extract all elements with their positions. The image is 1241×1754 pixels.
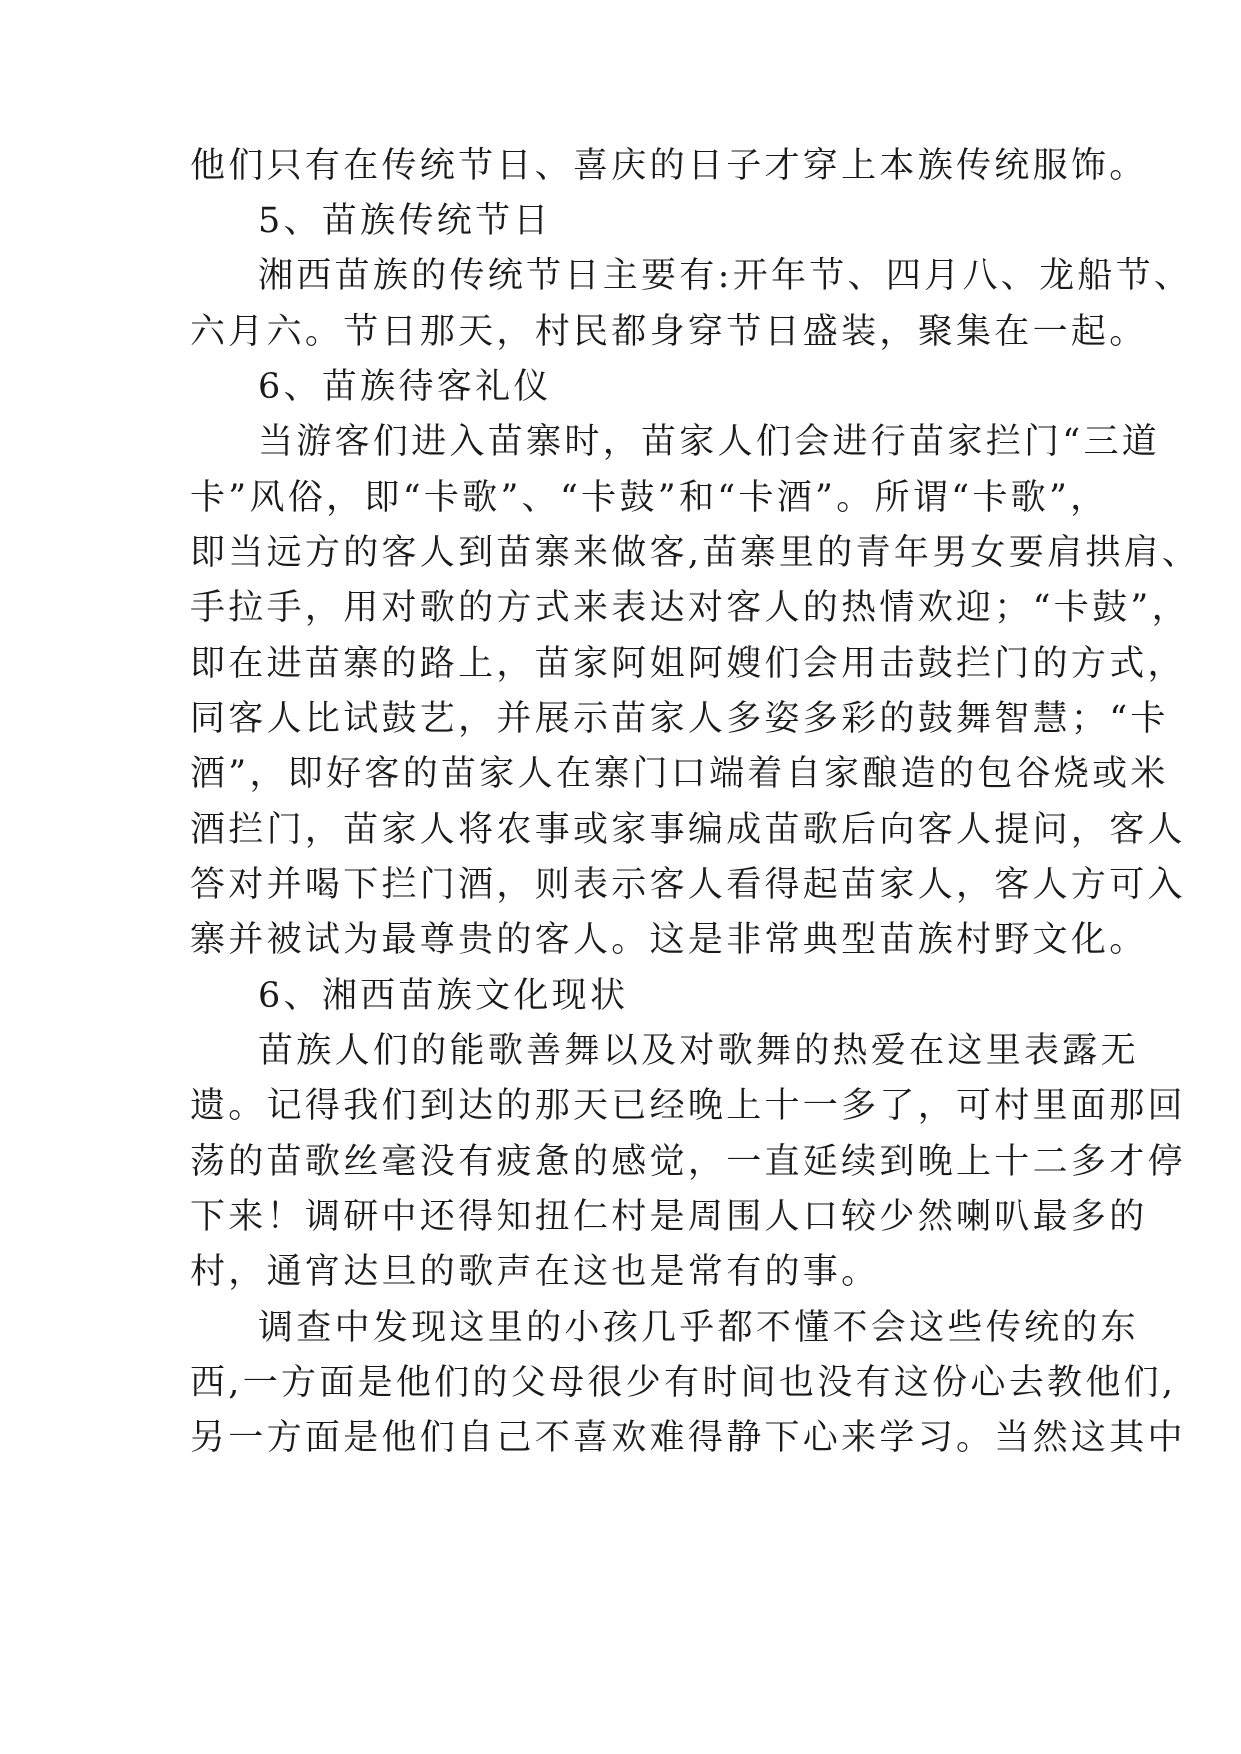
text-line: 手拉手，用对歌的方式来表达对客人的热情欢迎；“卡鼓”， [190,588,1190,628]
text-line: 酒拦门，苗家人将农事或家事编成苗歌后向客人提问，客人 [190,810,1186,850]
text-line: 六月六。节日那天，村民都身穿节日盛装，聚集在一起。 [190,312,1148,352]
text-line: 酒”，即好客的苗家人在寨门口端着自家酿造的包谷烧或米 [190,754,1169,794]
text-line: 同客人比试鼓艺，并展示苗家人多姿多彩的鼓舞智慧；“卡 [190,699,1169,739]
text-line: 寨并被试为最尊贵的客人。这是非常典型苗族村野文化。 [190,920,1148,960]
text-line: 西,一方面是他们的父母很少有时间也没有这份心去教他们, [190,1363,1177,1403]
text-line: 他们只有在传统节日、喜庆的日子才穿上本族传统服饰。 [190,146,1148,186]
text-line: 即在进苗寨的路上，苗家阿姐阿嫂们会用击鼓拦门的方式， [190,644,1186,684]
text-line: 当游客们进入苗寨时，苗家人们会进行苗家拦门“三道 [258,422,1161,462]
text-line: 答对并喝下拦门酒，则表示客人看得起苗家人，客人方可入 [190,865,1186,905]
text-line: 卡”风俗，即“卡歌”、“卡鼓”和“卡酒”。所谓“卡歌”， [190,478,1109,518]
text-line: 苗族人们的能歌善舞以及对歌舞的热爱在这里表露无 [258,1031,1139,1071]
text-line: 荡的苗歌丝毫没有疲惫的感觉，一直延续到晚上十二多才停 [190,1142,1186,1182]
text-line: 村，通宵达旦的歌声在这也是常有的事。 [190,1252,880,1292]
section-heading: 6、苗族待客礼仪 [258,367,552,407]
text-line: 另一方面是他们自己不喜欢难得静下心来学习。当然这其中 [190,1418,1186,1458]
text-line: 调查中发现这里的小孩几乎都不懂不会这些传统的东 [258,1308,1139,1348]
text-line: 下来！调研中还得知扭仁村是周围人口较少然喇叭最多的 [190,1197,1148,1237]
text-line: 即当远方的客人到苗寨来做客,苗寨里的青年男女要肩拱肩、 [190,533,1201,573]
section-heading: 6、湘西苗族文化现状 [258,976,629,1016]
section-heading: 5、苗族传统节日 [258,201,552,241]
text-line: 湘西苗族的传统节日主要有:开年节、四月八、龙船节、 [258,256,1193,296]
text-line: 遗。记得我们到达的那天已经晚上十一多了，可村里面那回 [190,1086,1186,1126]
